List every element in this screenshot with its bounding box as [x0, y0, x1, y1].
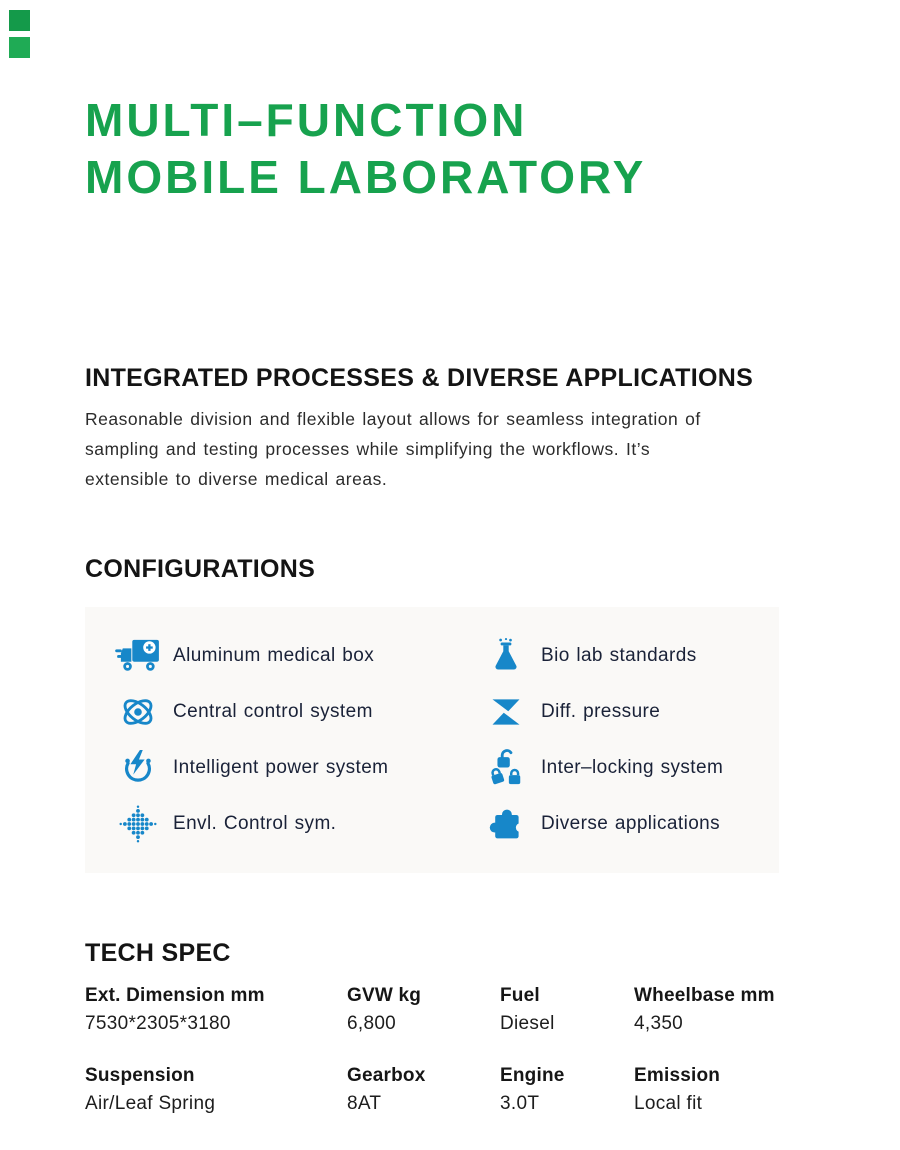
config-item-label: Aluminum medical box [173, 645, 375, 666]
spec-label: Wheelbase mm [634, 985, 775, 1006]
config-item-aluminum-medical-box [115, 628, 483, 684]
spec-value: Local fit [634, 1093, 703, 1114]
puzzle-icon [483, 806, 529, 842]
spec-gearbox [347, 1064, 500, 1116]
spec-label: Emission [634, 1065, 721, 1086]
config-item-label: Central control system [173, 701, 373, 722]
logo-mark-square-top [9, 10, 30, 31]
configurations-panel [85, 607, 779, 873]
spec-label: Engine [500, 1065, 565, 1086]
config-item-label: Diverse applications [541, 813, 721, 834]
spec-suspension [85, 1064, 347, 1116]
page-title-line-1: MULTI–FUNCTION [85, 94, 528, 146]
config-item-label: Inter–locking system [541, 757, 724, 778]
spec-fuel [500, 984, 634, 1036]
atom-icon [115, 693, 161, 731]
intro-paragraph-line-3: extensible to diverse medical areas. [85, 469, 388, 489]
config-item-label: Intelligent power system [173, 757, 389, 778]
spec-label: Suspension [85, 1065, 195, 1086]
config-item-label: Bio lab standards [541, 645, 697, 666]
config-item-label: Diff. pressure [541, 701, 661, 722]
config-item-central-control-system [115, 684, 483, 740]
section-heading-configurations: CONFIGURATIONS [85, 555, 316, 583]
intro-paragraph [85, 404, 825, 494]
spec-value: 7530*2305*3180 [85, 1013, 231, 1034]
logo-mark-square-bottom [9, 37, 30, 58]
spec-gvw [347, 984, 500, 1036]
spec-value: 6,800 [347, 1013, 397, 1034]
spec-ext-dimension [85, 984, 347, 1036]
tech-spec-grid [85, 984, 775, 1116]
spec-value: 8AT [347, 1093, 382, 1114]
intro-paragraph-line-2: sampling and testing processes while simplifying the workflows. It’s [85, 439, 651, 459]
lab-flask-icon [483, 637, 529, 675]
section-heading-tech-spec: TECH SPEC [85, 939, 231, 967]
config-item-label: Envl. Control sym. [173, 813, 337, 834]
config-item-diverse-applications [483, 796, 779, 852]
spec-label: Fuel [500, 985, 540, 1006]
config-item-bio-lab-standards [483, 628, 779, 684]
medical-truck-icon [115, 637, 161, 675]
spec-value: 3.0T [500, 1093, 540, 1114]
intro-paragraph-line-1: Reasonable division and flexible layout allows for seamless integration of [85, 409, 701, 429]
config-item-inter-locking-system [483, 740, 779, 796]
config-item-diff-pressure [483, 684, 779, 740]
spec-value: Air/Leaf Spring [85, 1093, 216, 1114]
spec-value: Diesel [500, 1013, 555, 1034]
spec-value: 4,350 [634, 1013, 684, 1034]
spec-engine [500, 1064, 634, 1116]
pressure-icon [483, 694, 529, 730]
spec-label: Ext. Dimension mm [85, 985, 265, 1006]
config-item-envl-control-sym [115, 796, 483, 852]
spec-label: GVW kg [347, 985, 422, 1006]
spec-wheelbase [634, 984, 775, 1036]
dot-matrix-icon [115, 805, 161, 843]
power-icon [115, 749, 161, 787]
section-heading-integrated-processes: INTEGRATED PROCESSES & DIVERSE APPLICATIONS [85, 364, 754, 392]
interlock-icon [483, 749, 529, 787]
spec-label: Gearbox [347, 1065, 426, 1086]
page-title-line-2: MOBILE LABORATORY [85, 151, 647, 203]
spec-emission [634, 1064, 775, 1116]
config-item-intelligent-power-system [115, 740, 483, 796]
page-title [85, 92, 646, 206]
